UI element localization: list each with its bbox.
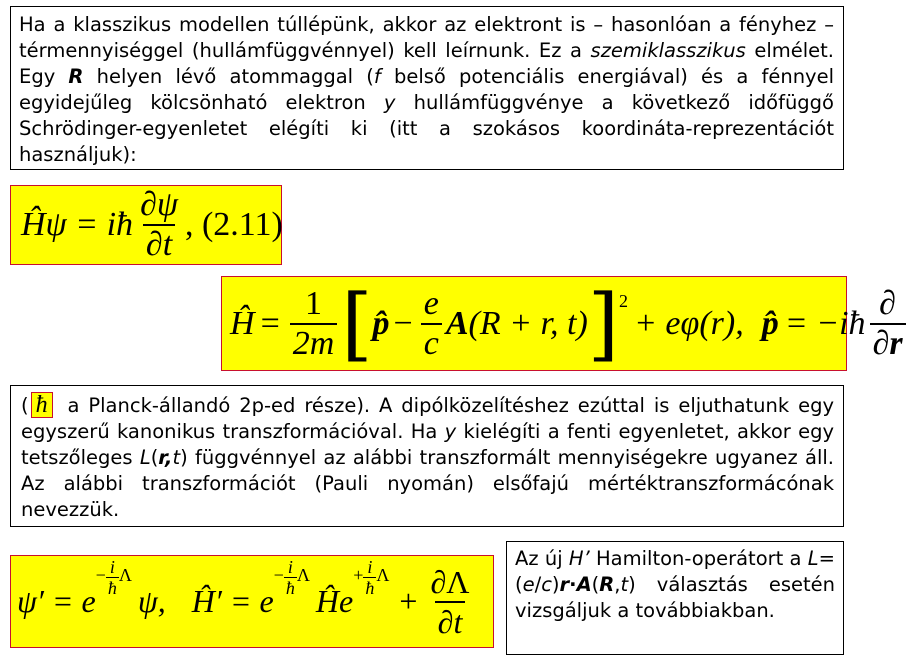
eq2-p: p̂ bbox=[372, 304, 390, 342]
eq1-fraction bbox=[137, 186, 181, 264]
eq1-numerator: ∂ψ bbox=[140, 186, 178, 223]
eq3-psi-prime: ψ′ = e bbox=[17, 583, 96, 619]
eq2-e: e bbox=[423, 284, 439, 322]
eq2-equals: = bbox=[260, 304, 280, 342]
gauge-symbol-L: L bbox=[139, 446, 151, 469]
choice-text-4: / bbox=[534, 573, 542, 596]
choice-symbol-c: c bbox=[541, 573, 552, 596]
eq2-charge-fraction bbox=[421, 285, 442, 363]
intro-text-1: Ha a klasszikus modellen túllépünk, akkor az elektront is – hasonlóan a fényhez – térmennyiséggel (hullámfüggvénnyel) kell leírnunk. Ez a bbox=[19, 13, 834, 62]
eq3-exp2-frac bbox=[284, 557, 297, 598]
eq2-A: A bbox=[445, 304, 469, 342]
eq1-lhs: Ĥψ = iħ bbox=[21, 206, 134, 243]
choice-dot: · bbox=[569, 573, 577, 596]
eq3-exp1-frac bbox=[106, 557, 119, 598]
gauge-transformation-box bbox=[10, 555, 494, 648]
eq3-exponent-2 bbox=[274, 557, 310, 598]
eq2-potential: + eφ(r), bbox=[633, 304, 744, 342]
eq2-args: (R + r, t) bbox=[468, 304, 588, 342]
eq3-psi: ψ, bbox=[137, 583, 166, 619]
choice-text-1: Az új bbox=[515, 547, 569, 570]
eq2-one: 1 bbox=[305, 284, 323, 322]
eq2-right-bracket: ] bbox=[587, 276, 619, 370]
eq2-H: Ĥ bbox=[230, 304, 255, 342]
eq3-exp2-lambda: Λ bbox=[296, 565, 310, 585]
intro-symbol-f: f bbox=[373, 65, 381, 88]
eq3-exp2-i: i bbox=[287, 557, 293, 577]
eq2-minus: − bbox=[393, 304, 413, 342]
eq3-exp3-frac bbox=[363, 557, 376, 598]
eq3-exp1-lambda: Λ bbox=[118, 565, 132, 585]
intro-text-3: helyen lévő atommaggal ( bbox=[83, 65, 374, 88]
eq3-exp2-hbar: ħ bbox=[285, 578, 295, 598]
choice-text-8: ) választás esetén vizsgáljuk a továbbiakban. bbox=[515, 573, 835, 622]
choice-symbol-t: t bbox=[620, 573, 629, 596]
eq2-square: 2 bbox=[618, 291, 628, 311]
intro-paragraph-box bbox=[10, 6, 844, 170]
eq3-fraction bbox=[427, 563, 472, 641]
intro-term-semiclassical: szemiklasszikus bbox=[590, 39, 746, 62]
gauge-text-4: ) függvénnyel az alábbi transzformált mennyiségekre ugyanez áll. Az alábbi transzformációt (Pauli nyomán) elsőfajú mértéktranszformácónak nevezzük. bbox=[21, 446, 834, 521]
gauge-symbol-y: y bbox=[444, 420, 457, 443]
eq2-partial: ∂ bbox=[879, 284, 896, 322]
gauge-text-2: kielégíti a fenti egyenletet, akkor egy tetszőleges bbox=[21, 420, 834, 469]
intro-symbol-R: R bbox=[68, 65, 84, 88]
eq3-exp1-i: i bbox=[109, 557, 115, 577]
choice-text-3: =( bbox=[515, 547, 835, 596]
gauge-text-3: ( bbox=[150, 446, 159, 469]
eq2-mass-fraction bbox=[290, 285, 338, 363]
choice-text-2: Hamilton-operátort a bbox=[589, 547, 808, 570]
intro-text-2: elmélet. Egy bbox=[19, 39, 834, 88]
eq2-gradient-fraction bbox=[870, 285, 906, 363]
eq1-label: , (2.11) bbox=[184, 206, 283, 243]
hbar-inline-symbol: ħ bbox=[31, 392, 53, 418]
choice-text-6: ( bbox=[591, 573, 600, 596]
eq3-plus: + bbox=[399, 583, 418, 619]
hamiltonian-choice-box bbox=[506, 541, 844, 655]
eq3-H-prime: Ĥ′ = e bbox=[191, 583, 274, 619]
eq3-exp3-sign: + bbox=[353, 565, 364, 585]
choice-symbol-r: r bbox=[559, 573, 570, 596]
eq2-dr: ∂r bbox=[870, 323, 906, 363]
intro-text-4: belső potenciális energiával) és a fénnyel egyidejűleg kölcsönható elektron bbox=[19, 65, 835, 114]
eq1-denominator: ∂t bbox=[143, 224, 175, 264]
eq3-exponent-1 bbox=[96, 557, 132, 598]
schrodinger-equation-box bbox=[10, 185, 282, 265]
eq3-exp1-sign: − bbox=[95, 565, 106, 585]
eq3-exp3-lambda: Λ bbox=[376, 565, 390, 585]
eq3-exp3-i: i bbox=[367, 557, 373, 577]
eq2-momentum-operator: = −iħ bbox=[784, 304, 866, 342]
choice-symbol-L: L bbox=[807, 547, 819, 570]
choice-symbol-A: A bbox=[576, 573, 592, 596]
choice-symbol-Hprime: H’ bbox=[568, 547, 590, 570]
eq3-dt: ∂t bbox=[435, 601, 466, 641]
eq3-He: Ĥe bbox=[315, 583, 354, 619]
gauge-text-0: ( bbox=[21, 394, 29, 417]
choice-text-7: , bbox=[614, 573, 621, 596]
eq3-dLambda: ∂Λ bbox=[430, 563, 470, 600]
eq2-left-bracket: [ bbox=[341, 276, 373, 370]
intro-text-5: hullámfüggvénye a következő időfüggő Schrödinger-egyenletet elégíti ki (itt a szokásos koordináta-reprezentációt használjuk): bbox=[19, 91, 834, 166]
choice-text-5: ) bbox=[551, 573, 560, 596]
choice-symbol-R: R bbox=[599, 573, 615, 596]
gauge-text-1: a Planck-állandó 2p-ed része). A dipólközelítéshez ezúttal is eljuthatunk egy egyszerű kanonikus transzformációval. Ha bbox=[21, 394, 834, 443]
eq3-exp3-hbar: ħ bbox=[365, 578, 375, 598]
hamiltonian-equation-box bbox=[221, 276, 903, 371]
eq2-c: c bbox=[421, 323, 442, 363]
eq2-2m: 2m bbox=[290, 323, 338, 363]
choice-symbol-e: e bbox=[522, 573, 535, 596]
gauge-paragraph-box bbox=[10, 385, 844, 527]
gauge-symbol-r: r, bbox=[158, 446, 173, 469]
gauge-symbol-t: t bbox=[172, 446, 181, 469]
eq3-exp1-hbar: ħ bbox=[107, 578, 117, 598]
eq3-exponent-3 bbox=[353, 557, 389, 598]
eq3-exp2-sign: − bbox=[273, 565, 284, 585]
intro-symbol-y: y bbox=[383, 91, 396, 114]
eq2-p-hat: p̂ bbox=[761, 304, 779, 342]
